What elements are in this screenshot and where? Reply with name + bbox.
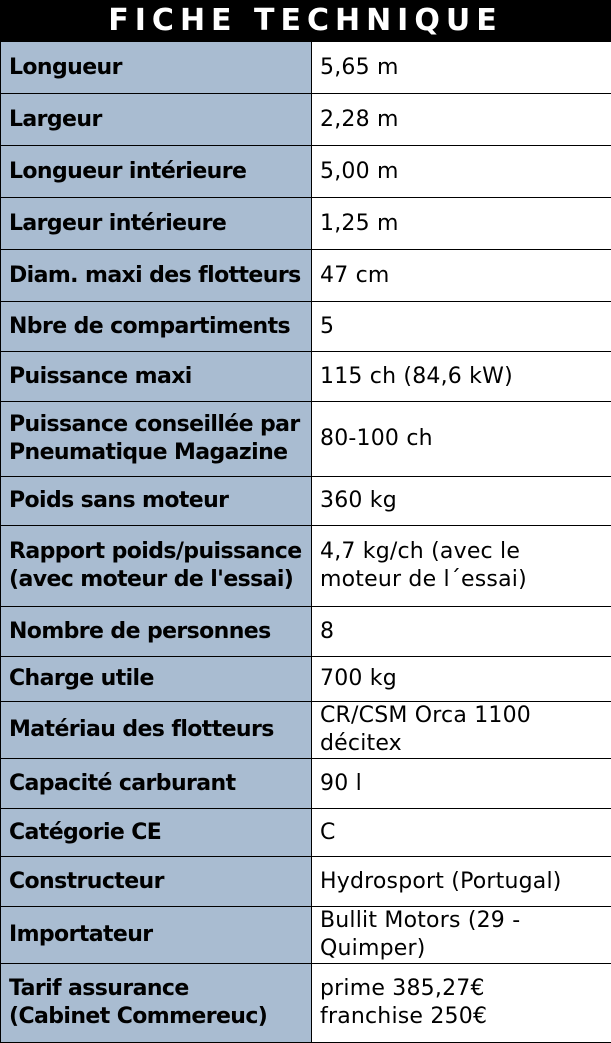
spec-label: Nbre de compartiments: [1, 302, 312, 352]
table-row: [1, 607, 611, 657]
spec-label: Catégorie CE: [1, 809, 312, 857]
spec-value: 4,7 kg/ch (avec le moteur de l´essai): [312, 526, 611, 607]
spec-label: Importateur: [1, 907, 312, 964]
table-row: [1, 857, 611, 907]
spec-label: Longueur: [1, 42, 312, 94]
spec-label: Puissance conseillée par Pneumatique Magazine: [1, 402, 312, 477]
spec-value: 5,65 m: [312, 42, 611, 94]
spec-value: CR/CSM Orca 1100 décitex: [312, 702, 611, 759]
table-row: [1, 42, 611, 94]
spec-value: 115 ch (84,6 kW): [312, 352, 611, 402]
table-row: [1, 964, 611, 1043]
spec-label: Tarif assurance (Cabinet Commereuc): [1, 964, 312, 1043]
spec-label: Rapport poids/puissance (avec moteur de l'essai): [1, 526, 312, 607]
table-row: [1, 809, 611, 857]
spec-label: Diam. maxi des flotteurs: [1, 250, 312, 302]
spec-label: Largeur intérieure: [1, 198, 312, 250]
spec-label: Poids sans moteur: [1, 477, 312, 526]
spec-value: 80-100 ch: [312, 402, 611, 477]
spec-value: 47 cm: [312, 250, 611, 302]
spec-label: Nombre de personnes: [1, 607, 312, 657]
spec-label: Charge utile: [1, 657, 312, 702]
table-row: [1, 250, 611, 302]
spec-value: 700 kg: [312, 657, 611, 702]
spec-label: Matériau des flotteurs: [1, 702, 312, 759]
spec-value: 90 l: [312, 759, 611, 809]
table-row: [1, 352, 611, 402]
spec-value: 8: [312, 607, 611, 657]
page-title: FICHE TECHNIQUE: [0, 0, 611, 41]
table-row: [1, 759, 611, 809]
spec-label: Largeur: [1, 94, 312, 146]
table-row: [1, 907, 611, 964]
spec-label: Longueur intérieure: [1, 146, 312, 198]
spec-value: Bullit Motors (29 - Quimper): [312, 907, 611, 964]
spec-value: prime 385,27€ franchise 250€: [312, 964, 611, 1043]
spec-table: [0, 41, 611, 1043]
spec-value: 1,25 m: [312, 198, 611, 250]
table-row: [1, 402, 611, 477]
table-row: [1, 146, 611, 198]
spec-value: 5,00 m: [312, 146, 611, 198]
spec-label: Capacité carburant: [1, 759, 312, 809]
spec-value: 2,28 m: [312, 94, 611, 146]
table-row: [1, 302, 611, 352]
table-row: [1, 198, 611, 250]
spec-label: Constructeur: [1, 857, 312, 907]
table-row: [1, 702, 611, 759]
spec-value: 360 kg: [312, 477, 611, 526]
table-row: [1, 526, 611, 607]
table-row: [1, 657, 611, 702]
table-row: [1, 94, 611, 146]
spec-value: C: [312, 809, 611, 857]
table-row: [1, 477, 611, 526]
spec-value: Hydrosport (Portugal): [312, 857, 611, 907]
spec-value: 5: [312, 302, 611, 352]
spec-label: Puissance maxi: [1, 352, 312, 402]
